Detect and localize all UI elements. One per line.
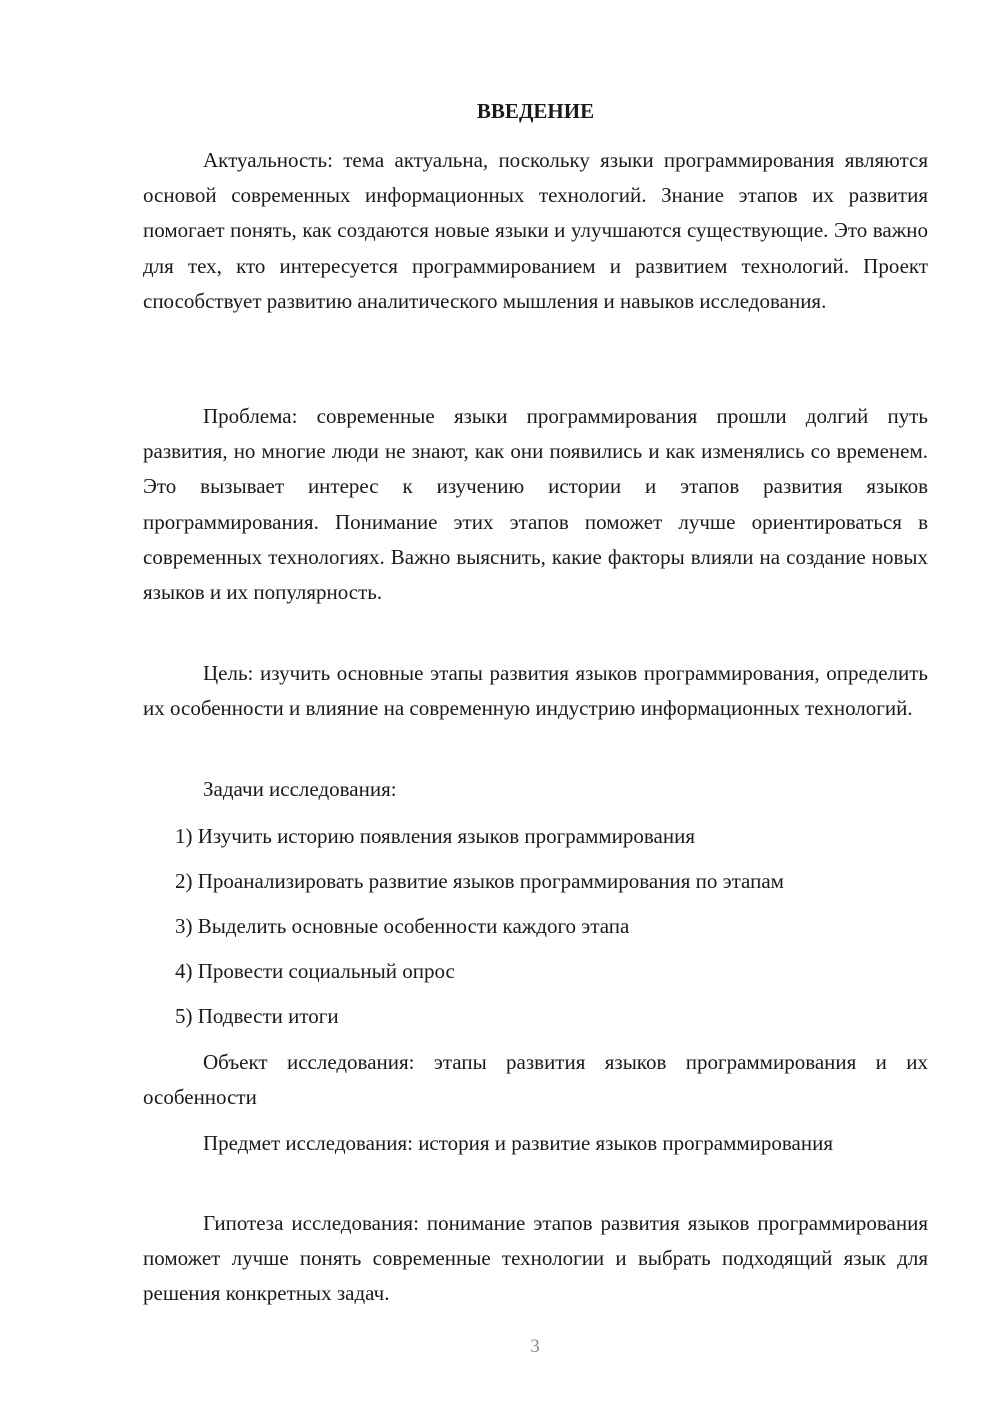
object-paragraph: Объект исследования: этапы развития языков программирования и их особенности (143, 1050, 928, 1110)
list-item: 1) Изучить историю появления языков программирования (175, 824, 695, 848)
relevance-paragraph: Актуальность: тема актуальна, поскольку языки программирования являются основой современных информационных технологий. Знание этапов их развития помогает понять, как создаются новые языки и улучшаются существующие. Это важно для тех, кто интересуется программированием и развитием технологий. Проект способствует развитию аналитического мышления и навыков исследования. (143, 148, 928, 313)
page-number: 3 (530, 1336, 540, 1357)
list-item: 2) Проанализировать развитие языков программирования по этапам (175, 869, 784, 893)
list-item: 5) Подвести итоги (175, 1004, 339, 1028)
subject-paragraph: Предмет исследования: история и развитие языков программирования (203, 1131, 833, 1155)
list-item: 3) Выделить основные особенности каждого этапа (175, 914, 630, 938)
page-title: ВВЕДЕНИЕ (476, 99, 595, 123)
goal-paragraph: Цель: изучить основные этапы развития языков программирования, определить их особенности и влияние на современную индустрию информационных технологий. (143, 661, 928, 721)
problem-paragraph: Проблема: современные языки программирования прошли долгий путь развития, но многие люди не знают, как они появились и как изменялись со временем. Это вызывает интерес к изучению истории и этапов развития языков программирования. Понимание этих этапов поможет лучше ориентироваться в современных технологиях. Важно выяснить, какие факторы влияли на создание новых языков и их популярность. (143, 404, 928, 605)
tasks-heading: Задачи исследования: (203, 777, 397, 801)
hypothesis-paragraph: Гипотеза исследования: понимание этапов развития языков программирования поможет лучше понять современные технологии и выбрать подходящий язык для решения конкретных задач. (143, 1211, 928, 1306)
list-item: 4) Провести социальный опрос (175, 959, 455, 983)
